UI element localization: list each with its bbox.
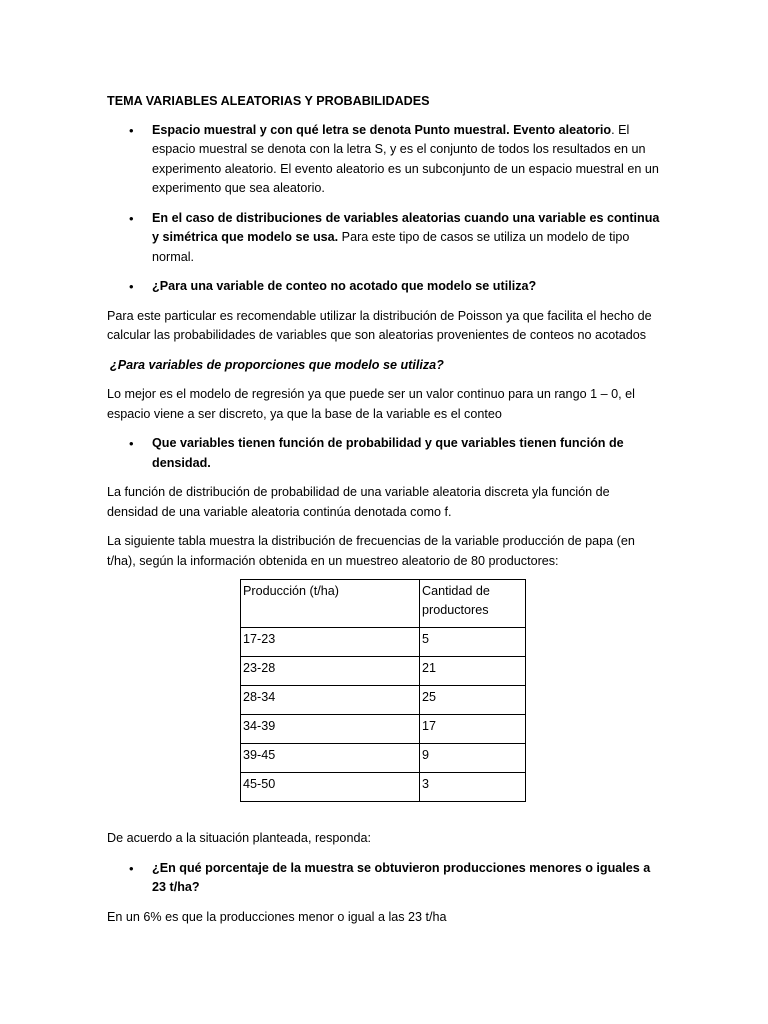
- table-cell-range: 23-28: [241, 657, 420, 686]
- frequency-table: [240, 579, 526, 802]
- table-row: [241, 628, 526, 657]
- table-cell-range: 39-45: [241, 744, 420, 773]
- bullet-item-continuous-model: [107, 209, 663, 268]
- bullet-item-sample-space: [107, 121, 663, 199]
- table-row: [241, 686, 526, 715]
- table-header-count: Cantidad de productores: [420, 580, 526, 628]
- table-cell-count: 25: [420, 686, 526, 715]
- paragraph-table-intro: La siguiente tabla muestra la distribución de frecuencias de la variable producción de papa (en t/ha), según la información obtenida en un muestreo aleatorio de 80 productores:: [107, 534, 635, 568]
- table-row: [241, 773, 526, 802]
- table-cell-range: 17-23: [241, 628, 420, 657]
- table-header-row: [241, 580, 526, 628]
- table-cell-count: 17: [420, 715, 526, 744]
- bullet-question-bold: Que variables tienen función de probabilidad y que variables tienen función de densidad.: [152, 436, 624, 470]
- table-cell-count: 9: [420, 744, 526, 773]
- bullet-question-bold: ¿Para una variable de conteo no acotado que modelo se utiliza?: [152, 279, 537, 293]
- table-cell-count: 21: [420, 657, 526, 686]
- bullet-item-density: [107, 434, 663, 473]
- bullet-answer-text: . El espacio muestral se denota con la letra S, y es el conjunto de todos los resultados en un experimento aleatorio. El evento aleatorio es un subconjunto de un espacio muestral en un experimento que sea aleatorio.: [152, 122, 659, 195]
- table-cell-range: 45-50: [241, 773, 420, 802]
- bullet-question-bold: ¿En qué porcentaje de la muestra se obtuvieron producciones menores o iguales a 23 t/ha?: [152, 860, 651, 894]
- bullet-question-bold: En el caso de distribuciones de variables aleatorias cuando una variable es continua y simétrica que modelo se usa.: [152, 210, 660, 244]
- table-cell-range: 28-34: [241, 686, 420, 715]
- table-cell-range: 34-39: [241, 715, 420, 744]
- table-cell-count: 5: [420, 628, 526, 657]
- bullet-answer-text: Para este tipo de casos se utiliza un modelo de tipo normal.: [152, 230, 630, 264]
- paragraph-instruction: De acuerdo a la situación planteada, responda:: [107, 831, 371, 845]
- paragraph-poisson: Para este particular es recomendable utilizar la distribución de Poisson ya que facilita el hecho de calcular las probabilidades de variables que son aleatorias provenientes de conteos no acotados: [107, 308, 652, 342]
- paragraph-final-answer: En un 6% es que la producciones menor o igual a las 23 t/ha: [107, 909, 447, 924]
- table-row: [241, 715, 526, 744]
- table-cell-count: 3: [420, 773, 526, 802]
- bullet-item-count-model: [107, 277, 663, 297]
- document-body: [107, 92, 663, 927]
- bullet-list-3: [107, 859, 663, 898]
- bullet-question-bold: Espacio muestral y con qué letra se denota Punto muestral. Evento aleatorio: [152, 122, 612, 137]
- table-header-production: Producción (t/ha): [241, 580, 420, 628]
- document-title: TEMA VARIABLES ALEATORIAS Y PROBABILIDADES: [107, 94, 430, 108]
- table-row: [241, 744, 526, 773]
- paragraph-regression: Lo mejor es el modelo de regresión ya que puede ser un valor continuo para un rango 1 – 0, el espacio viene a ser discreto, ya que la base de la variable es el conteo: [107, 387, 635, 421]
- question-proportions: [107, 356, 663, 376]
- bullet-list-1: [107, 121, 663, 297]
- paragraph-density-answer: La función de distribución de probabilidad de una variable aleatoria discreta yla función de densidad de una variable aleatoria continúa denotada como f.: [107, 485, 610, 519]
- question-proportions-text: ¿Para variables de proporciones que modelo se utiliza?: [110, 357, 444, 372]
- bullet-item-percentage-question: [107, 859, 663, 898]
- bullet-list-2: [107, 434, 663, 473]
- table-row: [241, 657, 526, 686]
